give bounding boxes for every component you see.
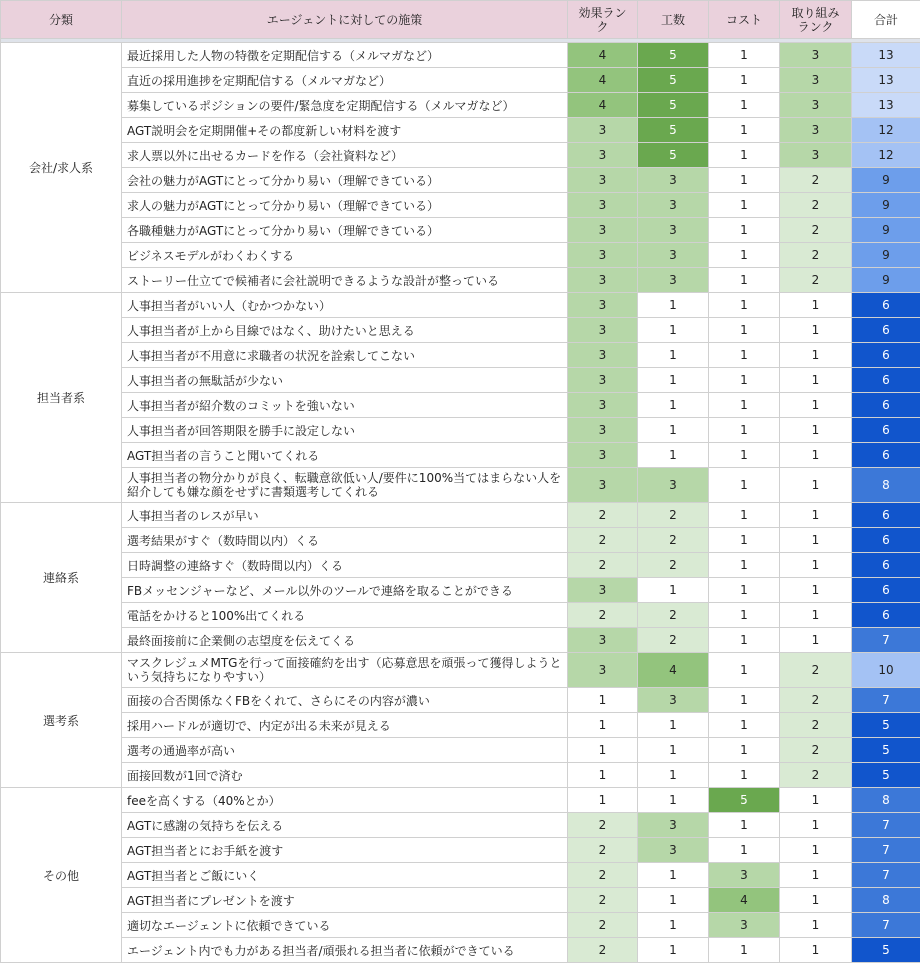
header-priority-rank[interactable]: 取り組み ランク bbox=[780, 1, 852, 39]
effect-rank-cell[interactable]: 4 bbox=[568, 43, 638, 68]
measure-cell[interactable]: 直近の採用進捗を定期配信する（メルマガなど） bbox=[122, 68, 568, 93]
measure-cell[interactable]: 求人票以外に出せるカードを作る（会社資料など） bbox=[122, 143, 568, 168]
table-row bbox=[1, 838, 920, 863]
measure-cell[interactable]: ストーリー仕立てで候補者に会社説明できるような設計が整っている bbox=[122, 268, 568, 293]
cost-cell[interactable]: 1 bbox=[709, 713, 780, 738]
cost-cell[interactable]: 1 bbox=[709, 838, 780, 863]
priority-rank-cell[interactable]: 1 bbox=[780, 788, 852, 813]
header-category[interactable]: 分類 bbox=[1, 1, 122, 39]
effort-cell[interactable]: 1 bbox=[638, 343, 709, 368]
measure-cell[interactable]: AGT説明会を定期開催+その都度新しい材料を渡す bbox=[122, 118, 568, 143]
effect-rank-cell[interactable]: 3 bbox=[568, 653, 638, 688]
table-row bbox=[1, 318, 920, 343]
table-row bbox=[1, 68, 920, 93]
cost-cell[interactable]: 1 bbox=[709, 93, 780, 118]
effect-rank-cell[interactable]: 3 bbox=[568, 293, 638, 318]
cost-cell[interactable]: 1 bbox=[709, 293, 780, 318]
table-row bbox=[1, 628, 920, 653]
total-cell[interactable]: 10 bbox=[852, 653, 920, 688]
priority-rank-cell[interactable]: 1 bbox=[780, 343, 852, 368]
cost-cell[interactable]: 1 bbox=[709, 193, 780, 218]
table-row bbox=[1, 418, 920, 443]
total-cell[interactable]: 7 bbox=[852, 688, 920, 713]
effect-rank-cell[interactable]: 2 bbox=[568, 863, 638, 888]
cost-cell[interactable]: 1 bbox=[709, 268, 780, 293]
table-row bbox=[1, 763, 920, 788]
priority-rank-cell[interactable]: 1 bbox=[780, 938, 852, 963]
effort-cell[interactable]: 2 bbox=[638, 503, 709, 528]
measure-cell[interactable]: 面接回数が1回で済む bbox=[122, 763, 568, 788]
effect-rank-cell[interactable]: 3 bbox=[568, 243, 638, 268]
table-row bbox=[1, 813, 920, 838]
cost-cell[interactable]: 1 bbox=[709, 118, 780, 143]
measure-cell[interactable]: 日時調整の連絡すぐ（数時間以内）くる bbox=[122, 553, 568, 578]
cost-cell[interactable]: 1 bbox=[709, 68, 780, 93]
cost-cell[interactable]: 5 bbox=[709, 788, 780, 813]
effect-rank-cell[interactable]: 3 bbox=[568, 578, 638, 603]
measure-cell[interactable]: 最近採用した人物の特徴を定期配信する（メルマガなど） bbox=[122, 43, 568, 68]
effort-cell[interactable]: 1 bbox=[638, 938, 709, 963]
cost-cell[interactable]: 1 bbox=[709, 938, 780, 963]
table-row bbox=[1, 863, 920, 888]
table-row bbox=[1, 528, 920, 553]
effort-cell[interactable]: 4 bbox=[638, 653, 709, 688]
total-cell[interactable]: 5 bbox=[852, 713, 920, 738]
total-cell[interactable]: 13 bbox=[852, 43, 920, 68]
measure-cell[interactable]: 会社の魅力がAGTにとって分かり易い（理解できている） bbox=[122, 168, 568, 193]
cost-cell[interactable]: 1 bbox=[709, 813, 780, 838]
table-row bbox=[1, 368, 920, 393]
effort-cell[interactable]: 1 bbox=[638, 293, 709, 318]
table-row bbox=[1, 713, 920, 738]
table-row bbox=[1, 343, 920, 368]
cost-cell[interactable]: 1 bbox=[709, 503, 780, 528]
measure-cell[interactable]: マスクレジュメMTGを行って面接確約を出す（応募意思を頑張って獲得しようという気持ちになりやすい） bbox=[122, 653, 568, 688]
effect-rank-cell[interactable]: 4 bbox=[568, 68, 638, 93]
cost-cell[interactable]: 1 bbox=[709, 603, 780, 628]
effort-cell[interactable]: 3 bbox=[638, 218, 709, 243]
measure-cell[interactable]: 求人の魅力がAGTにとって分かり易い（理解できている） bbox=[122, 193, 568, 218]
category-cell[interactable]: 会社/求人系 bbox=[1, 43, 122, 293]
cost-cell[interactable]: 1 bbox=[709, 468, 780, 503]
total-cell[interactable]: 9 bbox=[852, 218, 920, 243]
measure-cell[interactable]: AGT担当者にプレゼントを渡す bbox=[122, 888, 568, 913]
table-row bbox=[1, 93, 920, 118]
measure-cell[interactable]: 人事担当者のレスが早い bbox=[122, 503, 568, 528]
total-cell[interactable]: 9 bbox=[852, 193, 920, 218]
priority-rank-cell[interactable]: 1 bbox=[780, 368, 852, 393]
effect-rank-cell[interactable]: 2 bbox=[568, 528, 638, 553]
measure-cell[interactable]: 電話をかけると100%出てくれる bbox=[122, 603, 568, 628]
table-row bbox=[1, 393, 920, 418]
category-cell[interactable]: 連絡系 bbox=[1, 503, 122, 653]
priority-rank-cell[interactable]: 1 bbox=[780, 813, 852, 838]
effect-rank-cell[interactable]: 1 bbox=[568, 763, 638, 788]
effort-cell[interactable]: 3 bbox=[638, 193, 709, 218]
table-row bbox=[1, 443, 920, 468]
effect-rank-cell[interactable]: 3 bbox=[568, 193, 638, 218]
table-row bbox=[1, 193, 920, 218]
effect-rank-cell[interactable]: 2 bbox=[568, 503, 638, 528]
priority-rank-cell[interactable]: 1 bbox=[780, 553, 852, 578]
cost-cell[interactable]: 1 bbox=[709, 763, 780, 788]
priority-rank-cell[interactable]: 2 bbox=[780, 763, 852, 788]
table-row bbox=[1, 913, 920, 938]
priority-rank-cell[interactable]: 3 bbox=[780, 43, 852, 68]
header-effort[interactable]: 工数 bbox=[638, 1, 709, 39]
total-cell[interactable]: 6 bbox=[852, 578, 920, 603]
priority-rank-cell[interactable]: 1 bbox=[780, 418, 852, 443]
effort-cell[interactable]: 3 bbox=[638, 688, 709, 713]
measure-cell[interactable]: ビジネスモデルがわくわくする bbox=[122, 243, 568, 268]
header-total[interactable]: 合計 bbox=[852, 1, 920, 39]
effect-rank-cell[interactable]: 3 bbox=[568, 168, 638, 193]
total-cell[interactable]: 12 bbox=[852, 143, 920, 168]
table-row bbox=[1, 938, 920, 963]
priority-rank-cell[interactable]: 2 bbox=[780, 268, 852, 293]
effect-rank-cell[interactable]: 1 bbox=[568, 788, 638, 813]
effect-rank-cell[interactable]: 2 bbox=[568, 813, 638, 838]
effect-rank-cell[interactable]: 1 bbox=[568, 688, 638, 713]
table-row bbox=[1, 168, 920, 193]
measure-cell[interactable]: 面接の合否関係なくFBをくれて、さらにその内容が濃い bbox=[122, 688, 568, 713]
effort-cell[interactable]: 1 bbox=[638, 443, 709, 468]
category-cell[interactable]: 担当者系 bbox=[1, 293, 122, 503]
measure-cell[interactable]: feeを高くする（40%とか） bbox=[122, 788, 568, 813]
cost-cell[interactable]: 1 bbox=[709, 393, 780, 418]
measure-cell[interactable]: 選考結果がすぐ（数時間以内）くる bbox=[122, 528, 568, 553]
total-cell[interactable]: 7 bbox=[852, 863, 920, 888]
table-row bbox=[1, 738, 920, 763]
effect-rank-cell[interactable]: 3 bbox=[568, 368, 638, 393]
effect-rank-cell[interactable]: 3 bbox=[568, 343, 638, 368]
table-row bbox=[1, 603, 920, 628]
total-cell[interactable]: 9 bbox=[852, 243, 920, 268]
effect-rank-cell[interactable]: 3 bbox=[568, 268, 638, 293]
effort-cell[interactable]: 2 bbox=[638, 603, 709, 628]
cost-cell[interactable]: 1 bbox=[709, 628, 780, 653]
table-body bbox=[1, 43, 920, 963]
cost-cell[interactable]: 1 bbox=[709, 343, 780, 368]
cost-cell[interactable]: 1 bbox=[709, 688, 780, 713]
cost-cell[interactable]: 1 bbox=[709, 653, 780, 688]
priority-rank-cell[interactable]: 2 bbox=[780, 738, 852, 763]
effort-cell[interactable]: 1 bbox=[638, 368, 709, 393]
effect-rank-cell[interactable]: 3 bbox=[568, 393, 638, 418]
priority-rank-cell[interactable]: 2 bbox=[780, 193, 852, 218]
effort-cell[interactable]: 2 bbox=[638, 553, 709, 578]
priority-rank-cell[interactable]: 1 bbox=[780, 503, 852, 528]
effort-cell[interactable]: 1 bbox=[638, 418, 709, 443]
effect-rank-cell[interactable]: 1 bbox=[568, 713, 638, 738]
priority-rank-cell[interactable]: 1 bbox=[780, 293, 852, 318]
cost-cell[interactable]: 1 bbox=[709, 418, 780, 443]
header-row bbox=[1, 1, 920, 39]
measure-cell[interactable]: 採用ハードルが適切で、内定が出る未来が見える bbox=[122, 713, 568, 738]
priority-rank-cell[interactable]: 2 bbox=[780, 653, 852, 688]
effect-rank-cell[interactable]: 3 bbox=[568, 628, 638, 653]
measure-cell[interactable]: エージェント内でも力がある担当者/頑張れる担当者に依頼ができている bbox=[122, 938, 568, 963]
effort-cell[interactable]: 3 bbox=[638, 468, 709, 503]
cost-cell[interactable]: 1 bbox=[709, 43, 780, 68]
priority-rank-cell[interactable]: 1 bbox=[780, 443, 852, 468]
effect-rank-cell[interactable]: 2 bbox=[568, 938, 638, 963]
table-row bbox=[1, 243, 920, 268]
priority-rank-cell[interactable]: 2 bbox=[780, 688, 852, 713]
effect-rank-cell[interactable]: 1 bbox=[568, 738, 638, 763]
header-cost[interactable]: コスト bbox=[709, 1, 780, 39]
cost-cell[interactable]: 3 bbox=[709, 913, 780, 938]
effort-cell[interactable]: 1 bbox=[638, 578, 709, 603]
table-row bbox=[1, 293, 920, 318]
effect-rank-cell[interactable]: 3 bbox=[568, 443, 638, 468]
effort-cell[interactable]: 5 bbox=[638, 143, 709, 168]
effect-rank-cell[interactable]: 3 bbox=[568, 468, 638, 503]
total-cell[interactable]: 9 bbox=[852, 168, 920, 193]
total-cell[interactable]: 6 bbox=[852, 603, 920, 628]
total-cell[interactable]: 7 bbox=[852, 838, 920, 863]
effect-rank-cell[interactable]: 4 bbox=[568, 93, 638, 118]
measure-cell[interactable]: 募集しているポジションの要件/緊急度を定期配信する（メルマガなど） bbox=[122, 93, 568, 118]
total-cell[interactable]: 13 bbox=[852, 68, 920, 93]
effort-cell[interactable]: 3 bbox=[638, 243, 709, 268]
cost-cell[interactable]: 1 bbox=[709, 368, 780, 393]
cost-cell[interactable]: 1 bbox=[709, 218, 780, 243]
cost-cell[interactable]: 1 bbox=[709, 553, 780, 578]
table-row bbox=[1, 503, 920, 528]
total-cell[interactable]: 6 bbox=[852, 393, 920, 418]
total-cell[interactable]: 5 bbox=[852, 738, 920, 763]
effect-rank-cell[interactable]: 2 bbox=[568, 553, 638, 578]
header-measure[interactable]: エージェントに対しての施策 bbox=[122, 1, 568, 39]
total-cell[interactable]: 6 bbox=[852, 368, 920, 393]
measure-cell[interactable]: FBメッセンジャーなど、メール以外のツールで連絡を取ることができる bbox=[122, 578, 568, 603]
priority-rank-cell[interactable]: 1 bbox=[780, 393, 852, 418]
measure-cell[interactable]: 各職種魅力がAGTにとって分かり易い（理解できている） bbox=[122, 218, 568, 243]
measure-cell[interactable]: 人事担当者が上から目線ではなく、助けたいと思える bbox=[122, 318, 568, 343]
cost-cell[interactable]: 3 bbox=[709, 863, 780, 888]
effect-rank-cell[interactable]: 3 bbox=[568, 118, 638, 143]
measure-cell[interactable]: 選考の通過率が高い bbox=[122, 738, 568, 763]
table-row bbox=[1, 888, 920, 913]
total-cell[interactable]: 6 bbox=[852, 443, 920, 468]
table-row bbox=[1, 578, 920, 603]
cost-cell[interactable]: 1 bbox=[709, 738, 780, 763]
measure-cell[interactable]: AGTに感謝の気持ちを伝える bbox=[122, 813, 568, 838]
cost-cell[interactable]: 1 bbox=[709, 578, 780, 603]
priority-rank-cell[interactable]: 1 bbox=[780, 528, 852, 553]
total-cell[interactable]: 8 bbox=[852, 468, 920, 503]
total-cell[interactable]: 6 bbox=[852, 318, 920, 343]
measure-cell[interactable]: 最終面接前に企業側の志望度を伝えてくる bbox=[122, 628, 568, 653]
total-cell[interactable]: 8 bbox=[852, 888, 920, 913]
effect-rank-cell[interactable]: 3 bbox=[568, 318, 638, 343]
priority-rank-cell[interactable]: 2 bbox=[780, 168, 852, 193]
priority-rank-cell[interactable]: 2 bbox=[780, 243, 852, 268]
effort-cell[interactable]: 1 bbox=[638, 913, 709, 938]
effort-cell[interactable]: 5 bbox=[638, 93, 709, 118]
cost-cell[interactable]: 1 bbox=[709, 243, 780, 268]
effort-cell[interactable]: 1 bbox=[638, 788, 709, 813]
effect-rank-cell[interactable]: 3 bbox=[568, 218, 638, 243]
effort-cell[interactable]: 2 bbox=[638, 528, 709, 553]
total-cell[interactable]: 12 bbox=[852, 118, 920, 143]
table-row bbox=[1, 43, 920, 68]
header-effect-rank[interactable]: 効果ランク bbox=[568, 1, 638, 39]
effort-cell[interactable]: 1 bbox=[638, 393, 709, 418]
effort-cell[interactable]: 5 bbox=[638, 43, 709, 68]
priority-rank-cell[interactable]: 3 bbox=[780, 93, 852, 118]
effort-cell[interactable]: 2 bbox=[638, 628, 709, 653]
effort-cell[interactable]: 3 bbox=[638, 838, 709, 863]
priority-rank-cell[interactable]: 3 bbox=[780, 143, 852, 168]
table-row bbox=[1, 788, 920, 813]
total-cell[interactable]: 7 bbox=[852, 913, 920, 938]
total-cell[interactable]: 6 bbox=[852, 293, 920, 318]
effort-cell[interactable]: 5 bbox=[638, 118, 709, 143]
effort-cell[interactable]: 1 bbox=[638, 763, 709, 788]
measure-cell[interactable]: 人事担当者が不用意に求職者の状況を詮索してこない bbox=[122, 343, 568, 368]
total-cell[interactable]: 7 bbox=[852, 628, 920, 653]
total-cell[interactable]: 6 bbox=[852, 343, 920, 368]
priority-rank-cell[interactable]: 1 bbox=[780, 318, 852, 343]
effort-cell[interactable]: 3 bbox=[638, 268, 709, 293]
effort-cell[interactable]: 1 bbox=[638, 888, 709, 913]
priority-rank-cell[interactable]: 3 bbox=[780, 118, 852, 143]
total-cell[interactable]: 8 bbox=[852, 788, 920, 813]
cost-cell[interactable]: 1 bbox=[709, 443, 780, 468]
total-cell[interactable]: 6 bbox=[852, 528, 920, 553]
effect-rank-cell[interactable]: 3 bbox=[568, 143, 638, 168]
measure-cell[interactable]: 人事担当者が回答期限を勝手に設定しない bbox=[122, 418, 568, 443]
measure-cell[interactable]: 適切なエージェントに依頼できている bbox=[122, 913, 568, 938]
measure-cell[interactable]: 人事担当者が紹介数のコミットを強いない bbox=[122, 393, 568, 418]
cost-cell[interactable]: 1 bbox=[709, 143, 780, 168]
total-cell[interactable]: 5 bbox=[852, 763, 920, 788]
table-row bbox=[1, 143, 920, 168]
cost-cell[interactable]: 1 bbox=[709, 168, 780, 193]
measure-cell[interactable]: 人事担当者の無駄話が少ない bbox=[122, 368, 568, 393]
priority-rank-cell[interactable]: 1 bbox=[780, 863, 852, 888]
table-row bbox=[1, 118, 920, 143]
table-row bbox=[1, 268, 920, 293]
priority-rank-cell[interactable]: 1 bbox=[780, 913, 852, 938]
cost-cell[interactable]: 4 bbox=[709, 888, 780, 913]
priority-rank-cell[interactable]: 2 bbox=[780, 218, 852, 243]
table-row bbox=[1, 468, 920, 503]
effort-cell[interactable]: 1 bbox=[638, 863, 709, 888]
effort-cell[interactable]: 3 bbox=[638, 813, 709, 838]
priority-rank-cell[interactable]: 1 bbox=[780, 838, 852, 863]
priority-rank-cell[interactable]: 1 bbox=[780, 628, 852, 653]
total-cell[interactable]: 7 bbox=[852, 813, 920, 838]
priority-rank-cell[interactable]: 3 bbox=[780, 68, 852, 93]
total-cell[interactable]: 6 bbox=[852, 553, 920, 578]
effort-cell[interactable]: 1 bbox=[638, 713, 709, 738]
priority-rank-cell[interactable]: 1 bbox=[780, 603, 852, 628]
measure-cell[interactable]: AGT担当者とご飯にいく bbox=[122, 863, 568, 888]
total-cell[interactable]: 9 bbox=[852, 268, 920, 293]
effect-rank-cell[interactable]: 2 bbox=[568, 838, 638, 863]
total-cell[interactable]: 13 bbox=[852, 93, 920, 118]
priority-rank-cell[interactable]: 1 bbox=[780, 578, 852, 603]
cost-cell[interactable]: 1 bbox=[709, 528, 780, 553]
category-cell[interactable]: その他 bbox=[1, 788, 122, 963]
measure-cell[interactable]: 人事担当者の物分かりが良く、転職意欲低い人/要件に100%当てはまらない人を紹介しても嫌な顔をせずに書類選考してくれる bbox=[122, 468, 568, 503]
total-cell[interactable]: 5 bbox=[852, 938, 920, 963]
effort-cell[interactable]: 5 bbox=[638, 68, 709, 93]
effect-rank-cell[interactable]: 2 bbox=[568, 913, 638, 938]
category-cell[interactable]: 選考系 bbox=[1, 653, 122, 788]
effort-cell[interactable]: 1 bbox=[638, 738, 709, 763]
effect-rank-cell[interactable]: 2 bbox=[568, 888, 638, 913]
measure-cell[interactable]: AGT担当者とにお手紙を渡す bbox=[122, 838, 568, 863]
cost-cell[interactable]: 1 bbox=[709, 318, 780, 343]
priority-rank-cell[interactable]: 1 bbox=[780, 468, 852, 503]
priority-rank-cell[interactable]: 2 bbox=[780, 713, 852, 738]
measure-cell[interactable]: AGT担当者の言うこと聞いてくれる bbox=[122, 443, 568, 468]
priority-rank-cell[interactable]: 1 bbox=[780, 888, 852, 913]
table-row bbox=[1, 553, 920, 578]
effect-rank-cell[interactable]: 3 bbox=[568, 418, 638, 443]
measure-cell[interactable]: 人事担当者がいい人（むかつかない） bbox=[122, 293, 568, 318]
effort-cell[interactable]: 3 bbox=[638, 168, 709, 193]
total-cell[interactable]: 6 bbox=[852, 503, 920, 528]
effort-cell[interactable]: 1 bbox=[638, 318, 709, 343]
total-cell[interactable]: 6 bbox=[852, 418, 920, 443]
effect-rank-cell[interactable]: 2 bbox=[568, 603, 638, 628]
table-row bbox=[1, 653, 920, 688]
table-row bbox=[1, 218, 920, 243]
table-row bbox=[1, 688, 920, 713]
